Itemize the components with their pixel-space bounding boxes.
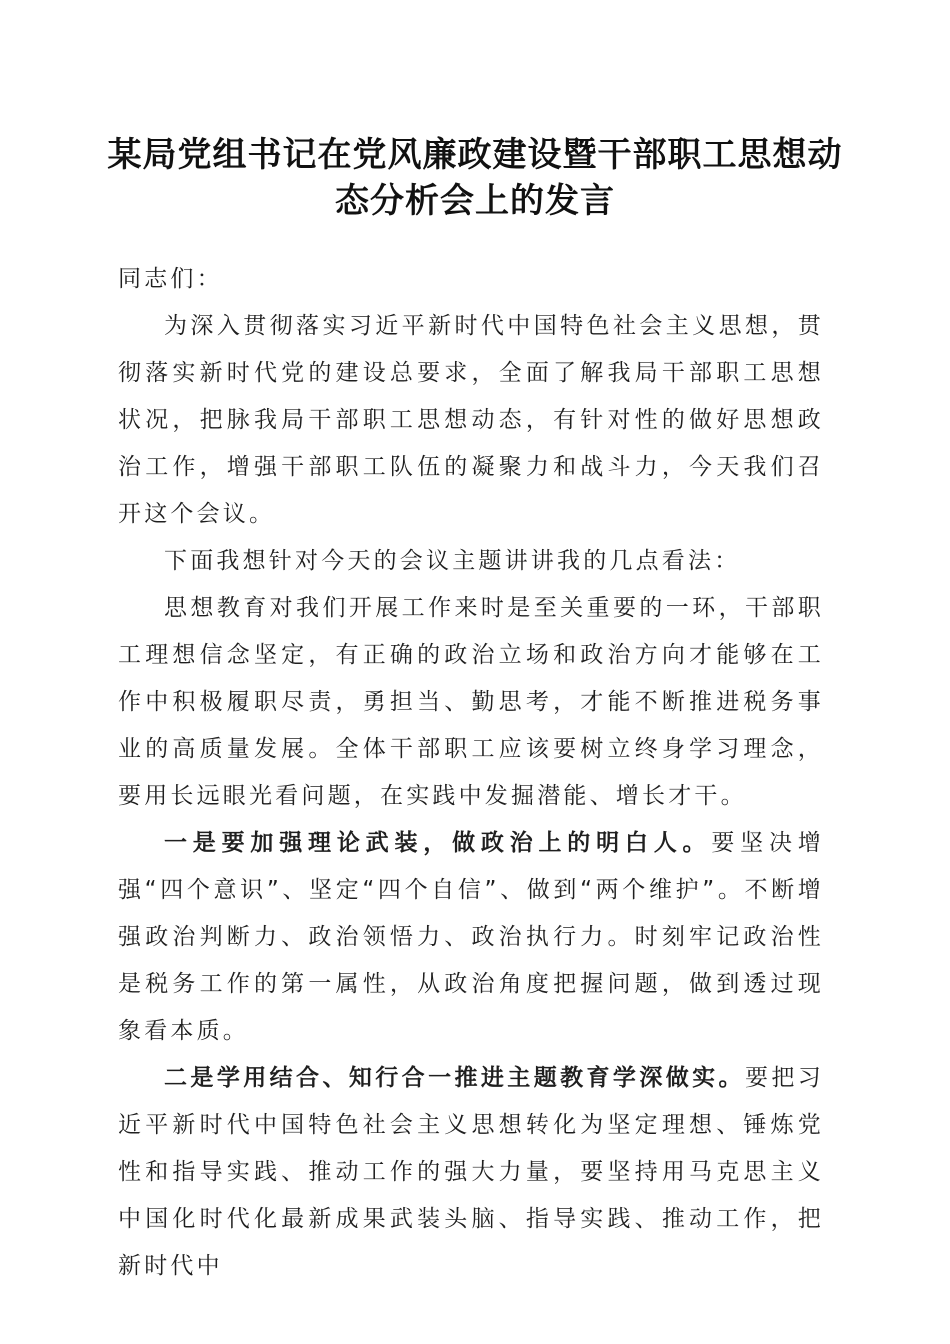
document-body (118, 256, 824, 1290)
paragraph-text: 为深入贯彻落实习近平新时代中国特色社会主义思想，贯彻落实新时代党的建设总要求，全面了解我局干部职工思想状况，把脉我局干部职工思想动态，有针对性的做好思想政治工作，增强干部职工队伍的凝聚力和战斗力，今天我们召开这个会议。 (118, 313, 824, 527)
paragraph-transition (118, 538, 824, 585)
paragraph-point-one (118, 820, 824, 1055)
salutation: 同志们： (118, 266, 223, 292)
paragraph-text: 要坚决增强“四个意识”、坚定“四个自信”、做到“两个维护”。不断增强政治判断力、政治领悟力、政治执行力。时刻牢记政治性是税务工作的第一属性，从政治角度把握问题，做到透过现象看本质。 (118, 830, 824, 1044)
document-title: 某局党组书记在党风廉政建设暨干部职工思想动态分析会上的发言 (107, 135, 843, 221)
paragraph-lead: 一是要加强理论武装，做政治上的明白人。 (164, 830, 712, 856)
paragraph-intro (118, 303, 824, 538)
paragraph-point-two (118, 1055, 824, 1290)
paragraph-text: 要把习近平新时代中国特色社会主义思想转化为坚定理想、锤炼党性和指导实践、推动工作的强大力量，要坚持用马克思主义中国化时代化最新成果武装头脑、指导实践、推动工作，把新时代中 (118, 1065, 824, 1279)
paragraph-thought-education (118, 585, 824, 820)
paragraph-text: 思想教育对我们开展工作来时是至关重要的一环，干部职工理想信念坚定，有正确的政治立场和政治方向才能够在工作中积极履职尽责，勇担当、勤思考，才能不断推进税务事业的高质量发展。全体干部职工应该要树立终身学习理念，要用长远眼光看问题，在实践中发掘潜能、增长才干。 (118, 595, 824, 809)
paragraph-lead: 二是学用结合、知行合一推进主题教育学深做实。 (164, 1065, 745, 1091)
paragraph-text: 下面我想针对今天的会议主题讲讲我的几点看法： (164, 548, 741, 574)
